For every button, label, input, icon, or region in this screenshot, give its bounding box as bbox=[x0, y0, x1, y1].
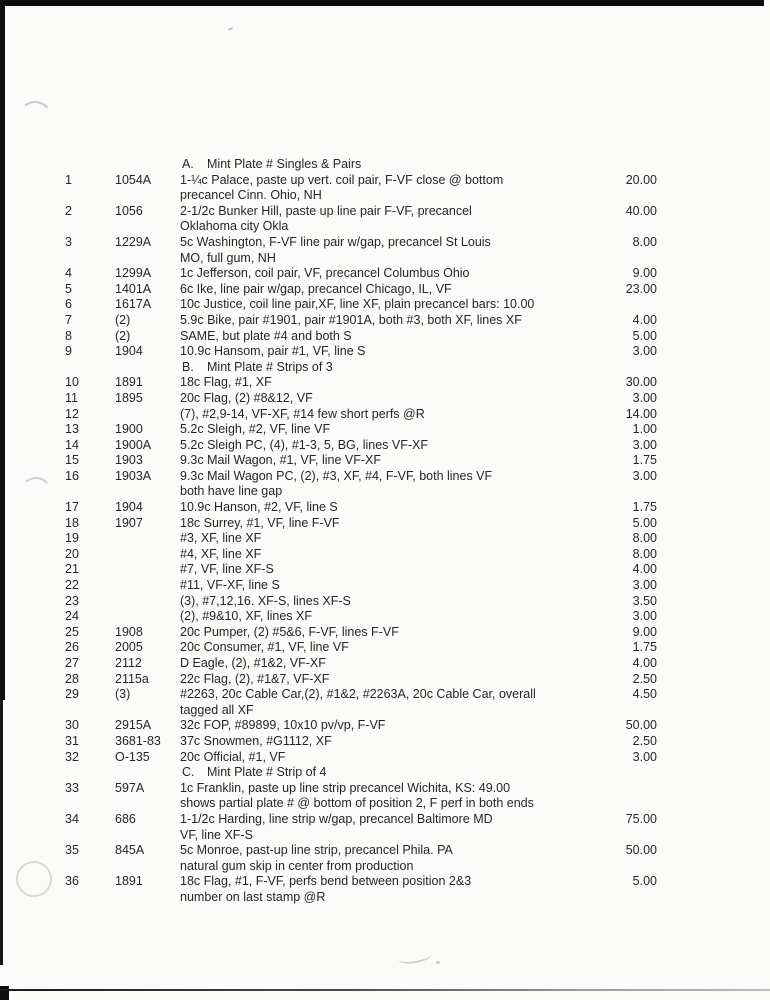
catalog-number: 845A bbox=[115, 843, 145, 858]
price-value: 30.00 bbox=[625, 375, 657, 390]
price-value: 1.00 bbox=[632, 422, 657, 437]
lot-number: 27 bbox=[65, 656, 79, 670]
price-value: 50.00 bbox=[625, 718, 657, 733]
catalog-number: 597A bbox=[115, 780, 145, 795]
catalog-number: 1617A bbox=[115, 297, 152, 312]
price-value: 1.75 bbox=[632, 640, 657, 655]
description-line: 10.9c Hansom, pair #1, VF, line S bbox=[180, 344, 366, 359]
lot-row bbox=[0, 282, 770, 298]
section-title: Mint Plate # Strip of 4 bbox=[207, 765, 327, 780]
lot-row bbox=[0, 750, 770, 766]
catalog-number: 1299A bbox=[115, 266, 152, 281]
lot-row bbox=[0, 531, 770, 547]
description-line: tagged all XF bbox=[180, 702, 254, 717]
lot-row bbox=[0, 391, 770, 407]
lot-description bbox=[180, 812, 605, 843]
lot-number: 21 bbox=[65, 562, 79, 577]
description-line: 1c Franklin, paste up line strip precancel Wichita, KS: 49.00 bbox=[180, 780, 511, 795]
description-line: natural gum skip in center from production bbox=[180, 858, 414, 873]
lot-description bbox=[180, 313, 605, 329]
description-line: 32c FOP, #89899, 10x10 pv/vp, F-VF bbox=[180, 718, 386, 733]
lot-row bbox=[0, 329, 770, 345]
lot-description bbox=[180, 344, 605, 360]
punch-hole-artifact-top bbox=[16, 99, 53, 136]
lot-number: 30 bbox=[65, 718, 79, 733]
price-value: 2.50 bbox=[632, 671, 657, 686]
lot-description bbox=[180, 531, 605, 547]
lot-row bbox=[0, 578, 770, 594]
lot-description bbox=[180, 781, 605, 812]
lot-number: 12 bbox=[65, 406, 79, 421]
description-line: MO, full gum, NH bbox=[180, 250, 276, 265]
description-line: #3, XF, line XF bbox=[180, 531, 262, 546]
lot-number: 28 bbox=[65, 671, 79, 686]
lot-row bbox=[0, 422, 770, 438]
price-value: 3.00 bbox=[632, 468, 657, 483]
catalog-number: 2112 bbox=[115, 656, 142, 670]
description-line: 20c Flag, (2) #8&12, VF bbox=[180, 390, 313, 405]
lot-description bbox=[180, 874, 605, 905]
description-line: 10c Justice, coil line pair,XF, line XF, plain precancel bars: 10.00 bbox=[180, 297, 535, 312]
catalog-number: 1900 bbox=[115, 422, 143, 437]
lot-description bbox=[180, 500, 605, 516]
description-line: 18c Flag, #1, XF bbox=[180, 375, 272, 390]
lot-number: 20 bbox=[65, 546, 79, 561]
description-line: both have line gap bbox=[180, 484, 283, 499]
catalog-number: 1904 bbox=[115, 344, 143, 359]
lot-row bbox=[0, 204, 770, 235]
lot-description bbox=[180, 173, 605, 204]
lot-number: 4 bbox=[65, 266, 72, 281]
scan-smudge bbox=[397, 948, 433, 966]
lot-description bbox=[180, 204, 605, 235]
price-value: 2.50 bbox=[632, 733, 657, 748]
lot-row bbox=[0, 469, 770, 500]
price-value: 3.00 bbox=[632, 344, 657, 359]
lot-description bbox=[180, 407, 605, 423]
lot-number: 10 bbox=[65, 375, 79, 390]
price-value: 4.00 bbox=[632, 562, 657, 577]
description-line: 1-¼c Palace, paste up vert. coil pair, F-VF close @ bottom bbox=[180, 172, 504, 187]
description-line: (7), #2,9-14, VF-XF, #14 few short perfs @R bbox=[180, 406, 425, 421]
lot-description bbox=[180, 594, 605, 610]
lot-row bbox=[0, 687, 770, 718]
lot-row bbox=[0, 812, 770, 843]
price-value: 9.00 bbox=[632, 266, 657, 281]
description-line: 22c Flag, (2), #1&7, VF-XF bbox=[180, 671, 330, 686]
lot-description bbox=[180, 687, 605, 718]
lot-row bbox=[0, 516, 770, 532]
lot-description bbox=[180, 516, 605, 532]
lot-description bbox=[180, 609, 605, 625]
price-value: 3.00 bbox=[632, 390, 657, 405]
lot-number: 19 bbox=[65, 531, 79, 546]
catalog-number: 3681-83 bbox=[115, 733, 161, 748]
lot-number: 16 bbox=[65, 468, 79, 483]
lot-description bbox=[180, 453, 605, 469]
lot-description bbox=[180, 625, 605, 641]
section-heading bbox=[0, 157, 770, 173]
description-line: #4, XF, line XF bbox=[180, 546, 262, 561]
price-value: 3.00 bbox=[632, 609, 657, 624]
lot-description bbox=[180, 562, 605, 578]
description-line: 37c Snowmen, #G1112, XF bbox=[180, 733, 332, 748]
catalog-number: 1895 bbox=[115, 390, 143, 405]
price-value: 8.00 bbox=[632, 234, 657, 249]
lot-number: 9 bbox=[65, 344, 72, 359]
lot-description bbox=[180, 266, 605, 282]
description-line: 6c Ike, line pair w/gap, precancel Chicago, IL, VF bbox=[180, 281, 452, 296]
price-value: 5.00 bbox=[632, 328, 657, 343]
lot-row bbox=[0, 407, 770, 423]
lot-description bbox=[180, 547, 605, 563]
lot-row bbox=[0, 843, 770, 874]
description-line: number on last stamp @R bbox=[180, 889, 326, 904]
catalog-number: 1891 bbox=[115, 375, 143, 390]
lot-row bbox=[0, 173, 770, 204]
section-letter: C. bbox=[182, 765, 195, 780]
lot-number: 13 bbox=[65, 422, 79, 437]
scan-border-top bbox=[0, 0, 764, 6]
lot-number: 32 bbox=[65, 749, 79, 764]
lot-description bbox=[180, 469, 605, 500]
lot-row bbox=[0, 656, 770, 672]
catalog-number: 2915A bbox=[115, 718, 152, 733]
lot-row bbox=[0, 734, 770, 750]
description-line: VF, line XF-S bbox=[180, 827, 253, 842]
description-line: 5.2c Sleigh, #2, VF, line VF bbox=[180, 422, 331, 437]
lot-number: 11 bbox=[65, 390, 78, 405]
description-line: 18c Surrey, #1, VF, line F-VF bbox=[180, 515, 340, 530]
description-line: 9.3c Mail Wagon, #1, VF, line VF-XF bbox=[180, 453, 382, 468]
lot-description bbox=[180, 438, 605, 454]
lot-row bbox=[0, 625, 770, 641]
lot-description bbox=[180, 718, 605, 734]
lot-description bbox=[180, 297, 605, 313]
lot-row bbox=[0, 781, 770, 812]
lot-row bbox=[0, 453, 770, 469]
lot-row bbox=[0, 344, 770, 360]
section-title: Mint Plate # Singles & Pairs bbox=[207, 157, 362, 171]
lot-number: 31 bbox=[65, 733, 79, 748]
price-value: 8.00 bbox=[632, 546, 657, 561]
lot-description bbox=[180, 640, 605, 656]
catalog-number: 1054A bbox=[115, 172, 152, 187]
description-line: Oklahoma city Okla bbox=[180, 219, 289, 234]
lot-number: 2 bbox=[65, 203, 72, 218]
lot-description bbox=[180, 329, 605, 345]
price-value: 1.75 bbox=[632, 453, 657, 468]
lot-row bbox=[0, 547, 770, 563]
scan-speck bbox=[436, 961, 440, 964]
lot-number: 36 bbox=[65, 874, 79, 889]
catalog-number: 1891 bbox=[115, 874, 143, 889]
description-line: #7, VF, line XF-S bbox=[180, 562, 274, 577]
lot-row bbox=[0, 874, 770, 905]
lot-description bbox=[180, 578, 605, 594]
price-value: 3.50 bbox=[632, 593, 657, 608]
catalog-number: (3) bbox=[115, 687, 131, 702]
section-letter: A. bbox=[182, 157, 194, 171]
lot-number: 23 bbox=[65, 593, 79, 608]
lot-description bbox=[180, 391, 605, 407]
lot-description bbox=[180, 375, 605, 391]
catalog-number: 2115a bbox=[115, 671, 149, 686]
section-heading bbox=[0, 765, 770, 781]
lot-number: 5 bbox=[65, 281, 72, 296]
description-line: 1-1/2c Harding, line strip w/gap, precancel Baltimore MD bbox=[180, 811, 493, 826]
catalog-number: (2) bbox=[115, 328, 131, 343]
catalog-number: O-135 bbox=[115, 749, 150, 764]
price-value: 3.00 bbox=[632, 749, 657, 764]
lot-number: 3 bbox=[65, 234, 72, 249]
description-line: 20c Official, #1, VF bbox=[180, 749, 286, 764]
lot-number: 6 bbox=[65, 297, 72, 312]
scan-border-bottom bbox=[0, 989, 770, 991]
lot-description bbox=[180, 734, 605, 750]
lot-row bbox=[0, 500, 770, 516]
lot-number: 8 bbox=[65, 328, 72, 343]
price-value: 5.00 bbox=[632, 515, 657, 530]
description-line: 5.2c Sleigh PC, (4), #1-3, 5, BG, lines VF-XF bbox=[180, 437, 429, 452]
lot-number: 29 bbox=[65, 687, 79, 702]
catalog-number: 686 bbox=[115, 811, 136, 826]
catalog-number: 1903 bbox=[115, 453, 143, 468]
lot-number: 25 bbox=[65, 624, 79, 639]
description-line: 10.9c Hanson, #2, VF, line S bbox=[180, 500, 338, 515]
description-line: 2-1/2c Bunker Hill, paste up line pair F-VF, precancel bbox=[180, 203, 472, 218]
price-value: 8.00 bbox=[632, 531, 657, 546]
catalog-number: 1903A bbox=[115, 468, 152, 483]
section-letter: B. bbox=[182, 359, 194, 374]
lot-row bbox=[0, 297, 770, 313]
price-value: 5.00 bbox=[632, 874, 657, 889]
description-line: #2263, 20c Cable Car,(2), #1&2, #2263A, 20c Cable Car, overall bbox=[180, 687, 536, 702]
section-heading bbox=[0, 360, 770, 376]
price-value: 1.75 bbox=[632, 500, 657, 515]
lot-description bbox=[180, 656, 605, 672]
lot-row bbox=[0, 640, 770, 656]
catalog-number: 1401A bbox=[115, 281, 152, 296]
price-value: 4.50 bbox=[632, 687, 657, 702]
lot-row bbox=[0, 266, 770, 282]
description-line: (2), #9&10, XF, lines XF bbox=[180, 609, 313, 624]
lot-description bbox=[180, 843, 605, 874]
lot-row bbox=[0, 438, 770, 454]
price-value: 3.00 bbox=[632, 578, 657, 593]
catalog-number: 2005 bbox=[115, 640, 143, 655]
catalog-number: (2) bbox=[115, 312, 131, 327]
catalog-number: 1907 bbox=[115, 515, 143, 530]
scan-speck bbox=[228, 27, 233, 31]
lot-number: 34 bbox=[65, 811, 79, 826]
description-line: 5.9c Bike, pair #1901, pair #1901A, both #3, both XF, lines XF bbox=[180, 312, 522, 327]
description-line: SAME, but plate #4 and both S bbox=[180, 328, 352, 343]
catalog-number: 1900A bbox=[115, 437, 152, 452]
price-value: 9.00 bbox=[632, 624, 657, 639]
lot-list bbox=[0, 157, 770, 906]
price-value: 23.00 bbox=[625, 281, 657, 296]
lot-row bbox=[0, 718, 770, 734]
lot-number: 18 bbox=[65, 515, 79, 530]
lot-row bbox=[0, 235, 770, 266]
lot-number: 35 bbox=[65, 843, 79, 858]
lot-number: 1 bbox=[65, 172, 72, 187]
price-value: 3.00 bbox=[632, 437, 657, 452]
lot-row bbox=[0, 594, 770, 610]
lot-description bbox=[180, 235, 605, 266]
lot-row bbox=[0, 375, 770, 391]
description-line: 5c Washington, F-VF line pair w/gap, precancel St Louis bbox=[180, 234, 491, 249]
price-value: 14.00 bbox=[625, 406, 657, 421]
lot-row bbox=[0, 562, 770, 578]
price-value: 75.00 bbox=[625, 811, 657, 826]
lot-number: 24 bbox=[65, 609, 79, 624]
lot-number: 7 bbox=[65, 312, 72, 327]
lot-number: 17 bbox=[65, 500, 79, 515]
price-value: 20.00 bbox=[625, 172, 657, 187]
catalog-number: 1908 bbox=[115, 624, 143, 639]
description-line: 20c Consumer, #1, VF, line VF bbox=[180, 640, 349, 655]
description-line: 1c Jefferson, coil pair, VF, precancel Columbus Ohio bbox=[180, 266, 470, 281]
lot-description bbox=[180, 422, 605, 438]
price-value: 40.00 bbox=[625, 203, 657, 218]
description-line: 5c Monroe, past-up line strip, precancel Phila. PA bbox=[180, 843, 453, 858]
lot-number: 22 bbox=[65, 578, 79, 593]
section-title: Mint Plate # Strips of 3 bbox=[207, 359, 333, 374]
lot-number: 33 bbox=[65, 780, 79, 795]
description-line: (3), #7,12,16. XF-S, lines XF-S bbox=[180, 593, 351, 608]
description-line: precancel Cinn. Ohio, NH bbox=[180, 188, 322, 203]
description-line: 20c Pumper, (2) #5&6, F-VF, lines F-VF bbox=[180, 624, 399, 639]
catalog-number: 1056 bbox=[115, 203, 143, 218]
description-line: D Eagle, (2), #1&2, VF-XF bbox=[180, 656, 326, 670]
price-value: 4.00 bbox=[632, 312, 657, 327]
lot-description bbox=[180, 672, 605, 688]
catalog-number: 1904 bbox=[115, 500, 143, 515]
lot-number: 14 bbox=[65, 437, 79, 452]
lot-number: 15 bbox=[65, 453, 79, 468]
lot-description bbox=[180, 750, 605, 766]
description-line: #11, VF-XF, line S bbox=[180, 578, 280, 593]
description-line: 18c Flag, #1, F-VF, perfs bend between position 2&3 bbox=[180, 874, 472, 889]
price-value: 50.00 bbox=[625, 843, 657, 858]
lot-number: 26 bbox=[65, 640, 79, 655]
lot-row bbox=[0, 609, 770, 625]
description-line: shows partial plate # @ bottom of position 2, F perf in both ends bbox=[180, 796, 534, 811]
lot-row bbox=[0, 313, 770, 329]
price-value: 4.00 bbox=[632, 656, 657, 670]
lot-row bbox=[0, 672, 770, 688]
catalog-number: 1229A bbox=[115, 234, 152, 249]
description-line: 9.3c Mail Wagon PC, (2), #3, XF, #4, F-VF, both lines VF bbox=[180, 468, 493, 483]
lot-description bbox=[180, 282, 605, 298]
